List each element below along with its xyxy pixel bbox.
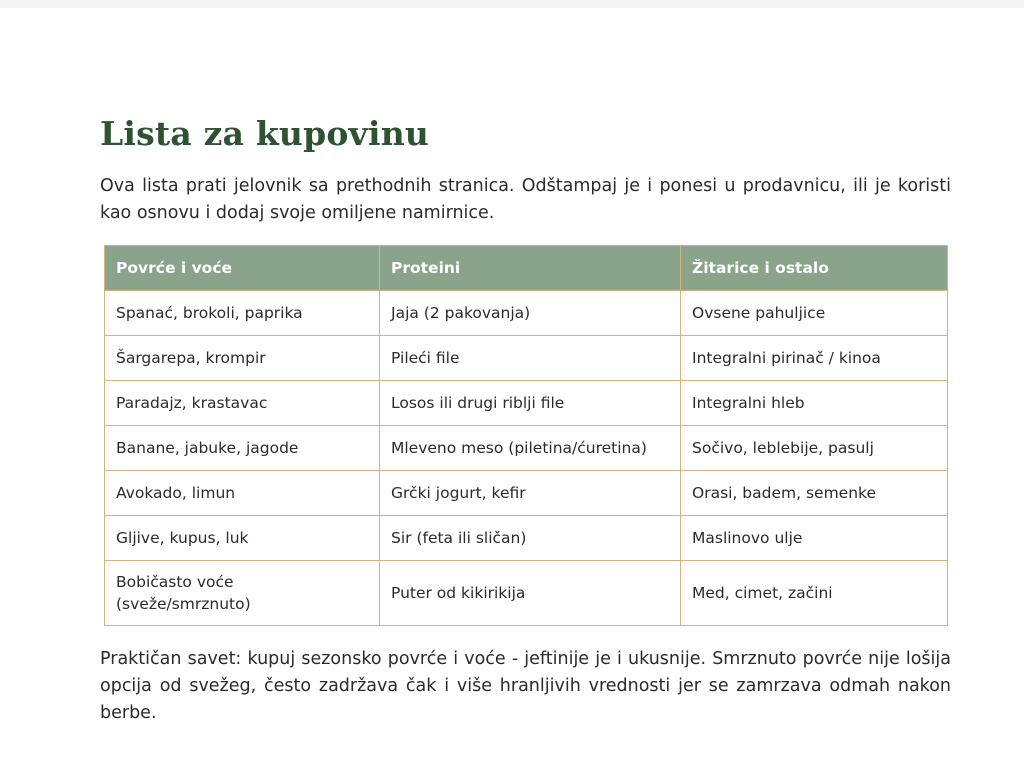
table-row bbox=[105, 561, 948, 626]
table-row bbox=[105, 471, 948, 516]
column-header-proteins: Proteini bbox=[380, 246, 681, 291]
shopping-table bbox=[104, 245, 948, 626]
page-title: Lista za kupovinu bbox=[100, 114, 430, 153]
table-cell: Bobičasto voće (sveže/smrznuto) bbox=[105, 561, 380, 626]
table-row bbox=[105, 426, 948, 471]
table-cell: Grčki jogurt, kefir bbox=[380, 471, 681, 516]
table-cell: Ovsene pahuljice bbox=[681, 291, 948, 336]
table-cell: Puter od kikirikija bbox=[380, 561, 681, 626]
table-row bbox=[105, 336, 948, 381]
table-row bbox=[105, 516, 948, 561]
table-cell: Banane, jabuke, jagode bbox=[105, 426, 380, 471]
table-cell: Šargarepa, krompir bbox=[105, 336, 380, 381]
table-cell: Avokado, limun bbox=[105, 471, 380, 516]
column-header-grains: Žitarice i ostalo bbox=[681, 246, 948, 291]
table-cell: Integralni pirinač / kinoa bbox=[681, 336, 948, 381]
table-cell: Losos ili drugi riblji file bbox=[380, 381, 681, 426]
table-cell: Maslinovo ulje bbox=[681, 516, 948, 561]
document-page bbox=[100, 112, 951, 727]
intro-paragraph: Ova lista prati jelovnik sa prethodnih stranica. Odštampaj je i ponesi u prodavnicu, ili je koristi kao osnovu i dodaj svoje omiljene namirnice. bbox=[100, 176, 951, 223]
table-cell: Gljive, kupus, luk bbox=[105, 516, 380, 561]
column-header-vegetables: Povrće i voće bbox=[105, 246, 380, 291]
table-row bbox=[105, 291, 948, 336]
table-cell: Sir (feta ili sličan) bbox=[380, 516, 681, 561]
table-cell: Integralni hleb bbox=[681, 381, 948, 426]
table-header-row bbox=[105, 246, 948, 291]
table-cell: Med, cimet, začini bbox=[681, 561, 948, 626]
table-cell: Pileći file bbox=[380, 336, 681, 381]
table-cell: Mleveno meso (piletina/ćuretina) bbox=[380, 426, 681, 471]
table-cell: Sočivo, leblebije, pasulj bbox=[681, 426, 948, 471]
table-cell: Paradajz, krastavac bbox=[105, 381, 380, 426]
top-strip bbox=[0, 0, 1024, 8]
table-cell: Jaja (2 pakovanja) bbox=[380, 291, 681, 336]
table-row bbox=[105, 381, 948, 426]
table-cell: Spanać, brokoli, paprika bbox=[105, 291, 380, 336]
tip-paragraph: Praktičan savet: kupuj sezonsko povrće i voće - jeftinije je i ukusnije. Smrznuto povrće nije lošija opcija od svežeg, često zadržava čak i više hranljivih vrednosti jer se zamrzava odmah nakon berbe. bbox=[100, 649, 951, 723]
table-cell: Orasi, badem, semenke bbox=[681, 471, 948, 516]
